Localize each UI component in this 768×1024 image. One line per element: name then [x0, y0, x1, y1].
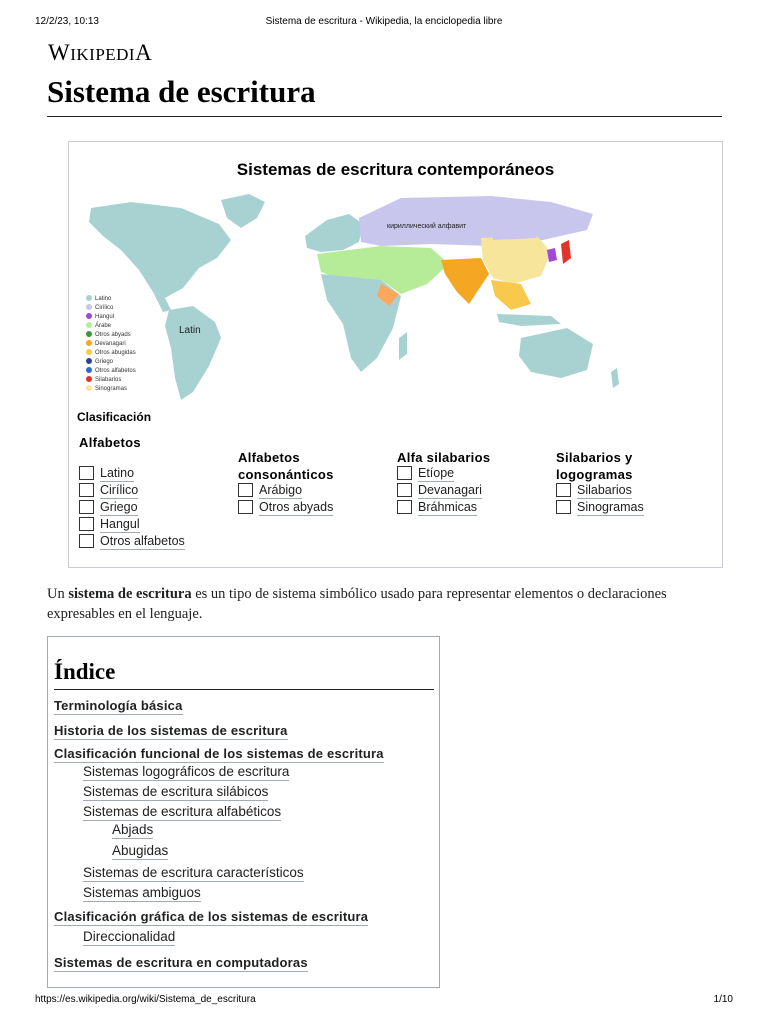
toc-item[interactable]: Sistemas de escritura alfabéticos — [83, 804, 282, 819]
world-map-image[interactable] — [81, 188, 711, 403]
intro-bold-term: sistema de escritura — [68, 586, 192, 602]
wordmark-middle: IKIPEDI — [70, 45, 136, 64]
checkbox[interactable] — [556, 483, 571, 497]
print-url: https://es.wikipedia.org/wiki/Sistema_de_escritura — [35, 994, 256, 1005]
print-doc-title: Sistema de escritura - Wikipedia, la enciclopedia libre — [265, 16, 503, 27]
classification-label: Clasificación — [77, 410, 152, 424]
checkbox[interactable] — [238, 500, 253, 514]
option-label[interactable]: Etíope — [418, 466, 455, 480]
option-sinogramas[interactable] — [556, 500, 644, 517]
toc-item[interactable]: Sistemas ambiguos — [83, 885, 201, 900]
legend-arabe: Árabe — [95, 323, 112, 329]
toc-item[interactable]: Clasificación gráfica de los sistemas de escritura — [54, 909, 369, 924]
option-label[interactable]: Griego — [100, 500, 138, 514]
intro-paragraph — [47, 584, 723, 624]
option-brahmicas[interactable] — [397, 500, 490, 517]
toc-item[interactable]: Clasificación funcional de los sistemas de escritura — [54, 746, 384, 761]
map-label-cyrillic: кириллический алфавит — [387, 223, 467, 230]
toc-item[interactable]: Historia de los sistemas de escritura — [54, 723, 288, 738]
option-otros-abyads[interactable] — [238, 500, 334, 517]
toc-divider — [54, 689, 434, 690]
checkbox[interactable] — [79, 534, 94, 548]
option-label[interactable]: Arábigo — [259, 483, 303, 497]
figure-title: Sistemas de escritura contemporáneos — [236, 160, 555, 179]
option-label[interactable]: Cirílico — [100, 483, 139, 497]
wikipedia-wordmark[interactable] — [48, 40, 152, 66]
checkbox[interactable] — [397, 500, 412, 514]
legend-otros-abugidas: Otros abugidas — [95, 350, 136, 356]
column-heading: Alfa silabarios — [397, 450, 491, 465]
print-page-number: 1/10 — [713, 994, 733, 1005]
legend-hangul: Hangul — [95, 314, 115, 320]
legend-devanagari: Devanagari — [95, 341, 126, 347]
column-silabarios-logogramas — [556, 449, 644, 517]
table-of-contents — [47, 636, 440, 988]
legend-otros-alfabetos: Otros alfabetos — [95, 368, 136, 374]
option-etiope[interactable] — [397, 466, 490, 483]
checkbox[interactable] — [79, 466, 94, 480]
toc-item[interactable]: Sistemas de escritura silábicos — [83, 784, 269, 799]
toc-title: Índice — [54, 659, 116, 684]
wordmark-last: A — [135, 40, 153, 65]
column-heading: Silabarios y logogramas — [556, 450, 633, 482]
option-label[interactable]: Otros alfabetos — [100, 534, 185, 548]
checkbox[interactable] — [397, 466, 412, 480]
option-griego[interactable] — [79, 500, 141, 517]
checkbox[interactable] — [79, 483, 94, 497]
legend-griego: Griego — [95, 359, 114, 365]
checkbox[interactable] — [79, 517, 94, 531]
column-heading: Alfabetos — [79, 435, 141, 450]
intro-rest: es un tipo de sistema simbólico usado para representar elementos o declaraciones expresables en el lenguaje. — [47, 586, 667, 622]
wordmark-first: W — [48, 40, 71, 65]
option-label[interactable]: Latino — [100, 466, 135, 480]
print-header — [35, 16, 733, 30]
column-alfa-silabarios — [397, 449, 490, 517]
option-cirilico[interactable] — [79, 483, 141, 500]
column-heading: Alfabetos consonánticos — [238, 450, 334, 482]
column-alfabetos-consonanticos — [238, 449, 334, 517]
toc-item[interactable]: Direccionalidad — [83, 929, 176, 944]
toc-item[interactable]: Abugidas — [112, 843, 169, 858]
option-label[interactable]: Otros abyads — [259, 500, 334, 514]
checkbox[interactable] — [79, 500, 94, 514]
option-silabarios[interactable] — [556, 483, 633, 500]
option-arabigo[interactable] — [238, 483, 334, 500]
page-title: Sistema de escritura — [47, 74, 316, 109]
option-devanagari[interactable] — [397, 483, 490, 500]
option-otros-alfabetos[interactable] — [79, 534, 185, 551]
option-label[interactable]: Devanagari — [418, 483, 482, 497]
print-datetime: 12/2/23, 10:13 — [35, 16, 99, 27]
intro-prefix: Un — [47, 586, 69, 602]
checkbox[interactable] — [238, 483, 253, 497]
option-label[interactable]: Silabarios — [577, 483, 632, 497]
column-alfabetos — [79, 434, 185, 551]
toc-item[interactable]: Sistemas logográficos de escritura — [83, 764, 290, 779]
toc-item[interactable]: Sistemas de escritura característicos — [83, 865, 304, 880]
legend-otros-abyads: Otros abyads — [95, 332, 131, 338]
option-label[interactable]: Sinogramas — [577, 500, 644, 514]
legend-silabarios: Silabarios — [95, 377, 122, 383]
legend-sinogramas: Sinogramas — [95, 386, 128, 392]
toc-item[interactable]: Abjads — [112, 822, 154, 837]
title-divider — [47, 116, 722, 117]
toc-item[interactable]: Sistemas de escritura en computadoras — [54, 955, 308, 970]
option-hangul[interactable] — [79, 517, 141, 534]
toc-item[interactable]: Terminología básica — [54, 698, 183, 713]
option-label[interactable]: Hangul — [100, 517, 140, 531]
option-label[interactable]: Bráhmicas — [418, 500, 478, 514]
option-latino[interactable] — [79, 466, 141, 483]
writing-systems-figure — [68, 141, 723, 568]
map-label-latin: Latin — [179, 325, 201, 336]
legend-cirilico: Cirílico — [95, 305, 114, 311]
legend-latino: Latino — [95, 296, 112, 302]
checkbox[interactable] — [397, 483, 412, 497]
checkbox[interactable] — [556, 500, 571, 514]
print-footer — [35, 994, 733, 1008]
